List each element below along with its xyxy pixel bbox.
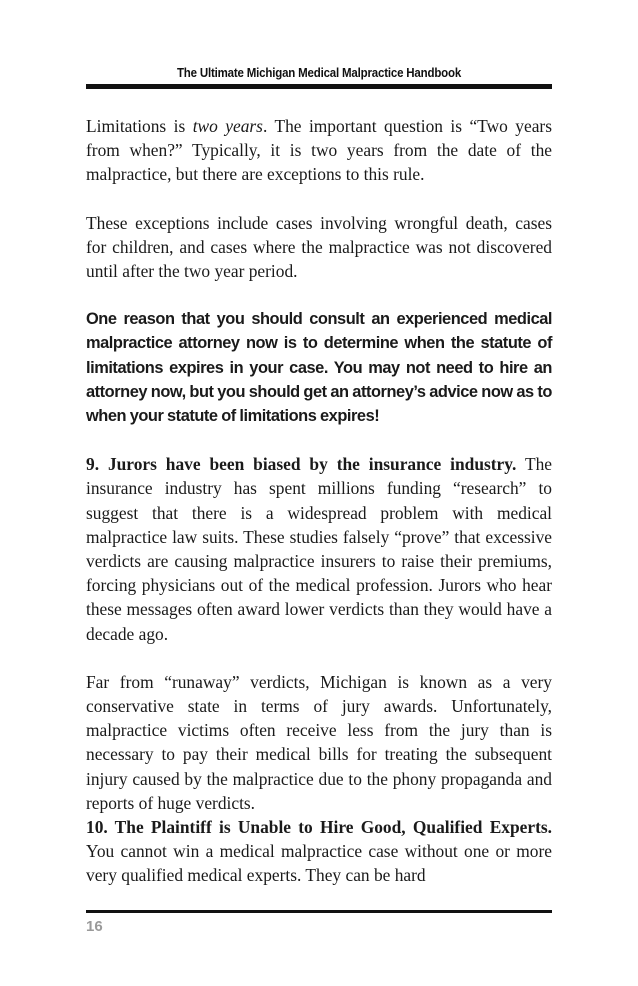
section-10-heading: 10. The Plaintiff is Unable to Hire Good, Qualified Experts.	[86, 817, 552, 838]
paragraph-limitations-end: . The important question is “Two years from when?” Typically, it is two years from the date of the malpractice, but there are exceptions to this rule.	[86, 116, 552, 185]
paragraph-limitations-start: Limitations is	[86, 116, 193, 136]
section-10-text: You cannot win a medical malpractice case without one or more very qualified medical experts. They can be hard	[86, 841, 552, 886]
emphasis-two-years: two years	[192, 116, 263, 136]
paragraph-limitations	[86, 114, 552, 187]
callout-consult-attorney: One reason that you should consult an experienced medical malpractice attorney now is to determine when the statute of limitations expires in your case. You may not need to hire an attorney now, but you should get an attorney’s advice now as to when your statute of limitations expires!	[86, 310, 552, 426]
book-page	[86, 0, 552, 986]
paragraph-exceptions: These exceptions include cases involving wrongful death, cases for children, and cases where the malpractice was not discovered until after the two year period.	[86, 212, 552, 282]
footer-rule	[86, 910, 552, 913]
paragraph-gap	[86, 646, 552, 670]
header-rule	[86, 84, 552, 89]
page-number: 16	[86, 918, 103, 935]
paragraph-gap	[86, 283, 552, 307]
section-10	[86, 815, 552, 888]
running-head: The Ultimate Michigan Medical Malpractice Handbook	[176, 66, 462, 80]
paragraph-gap	[86, 187, 552, 211]
section-9-text: The insurance industry has spent millions funding “research” to suggest that there is a widespread problem with medical malpractice law suits. These studies falsely “prove” that excessive verdicts are causing malpractice insurers to raise their premiums, forcing physicians out of the medical profession. Jurors who hear these messages often award lower verdicts than they would have a decade ago.	[86, 454, 552, 644]
paragraph-gap	[86, 428, 552, 452]
section-9	[86, 452, 552, 646]
section-9-heading: 9. Jurors have been biased by the insurance industry.	[86, 454, 517, 475]
paragraph-runaway-verdicts: Far from “runaway” verdicts, Michigan is known as a very conservative state in terms of jury awards. Unfortunately, malpractice victims often receive less from the jury than is necessary to pay their medical bills for treating the subsequent injury caused by the malpractice due to the phony propaganda and reports of huge verdicts.	[86, 671, 552, 813]
body-text	[86, 114, 552, 888]
